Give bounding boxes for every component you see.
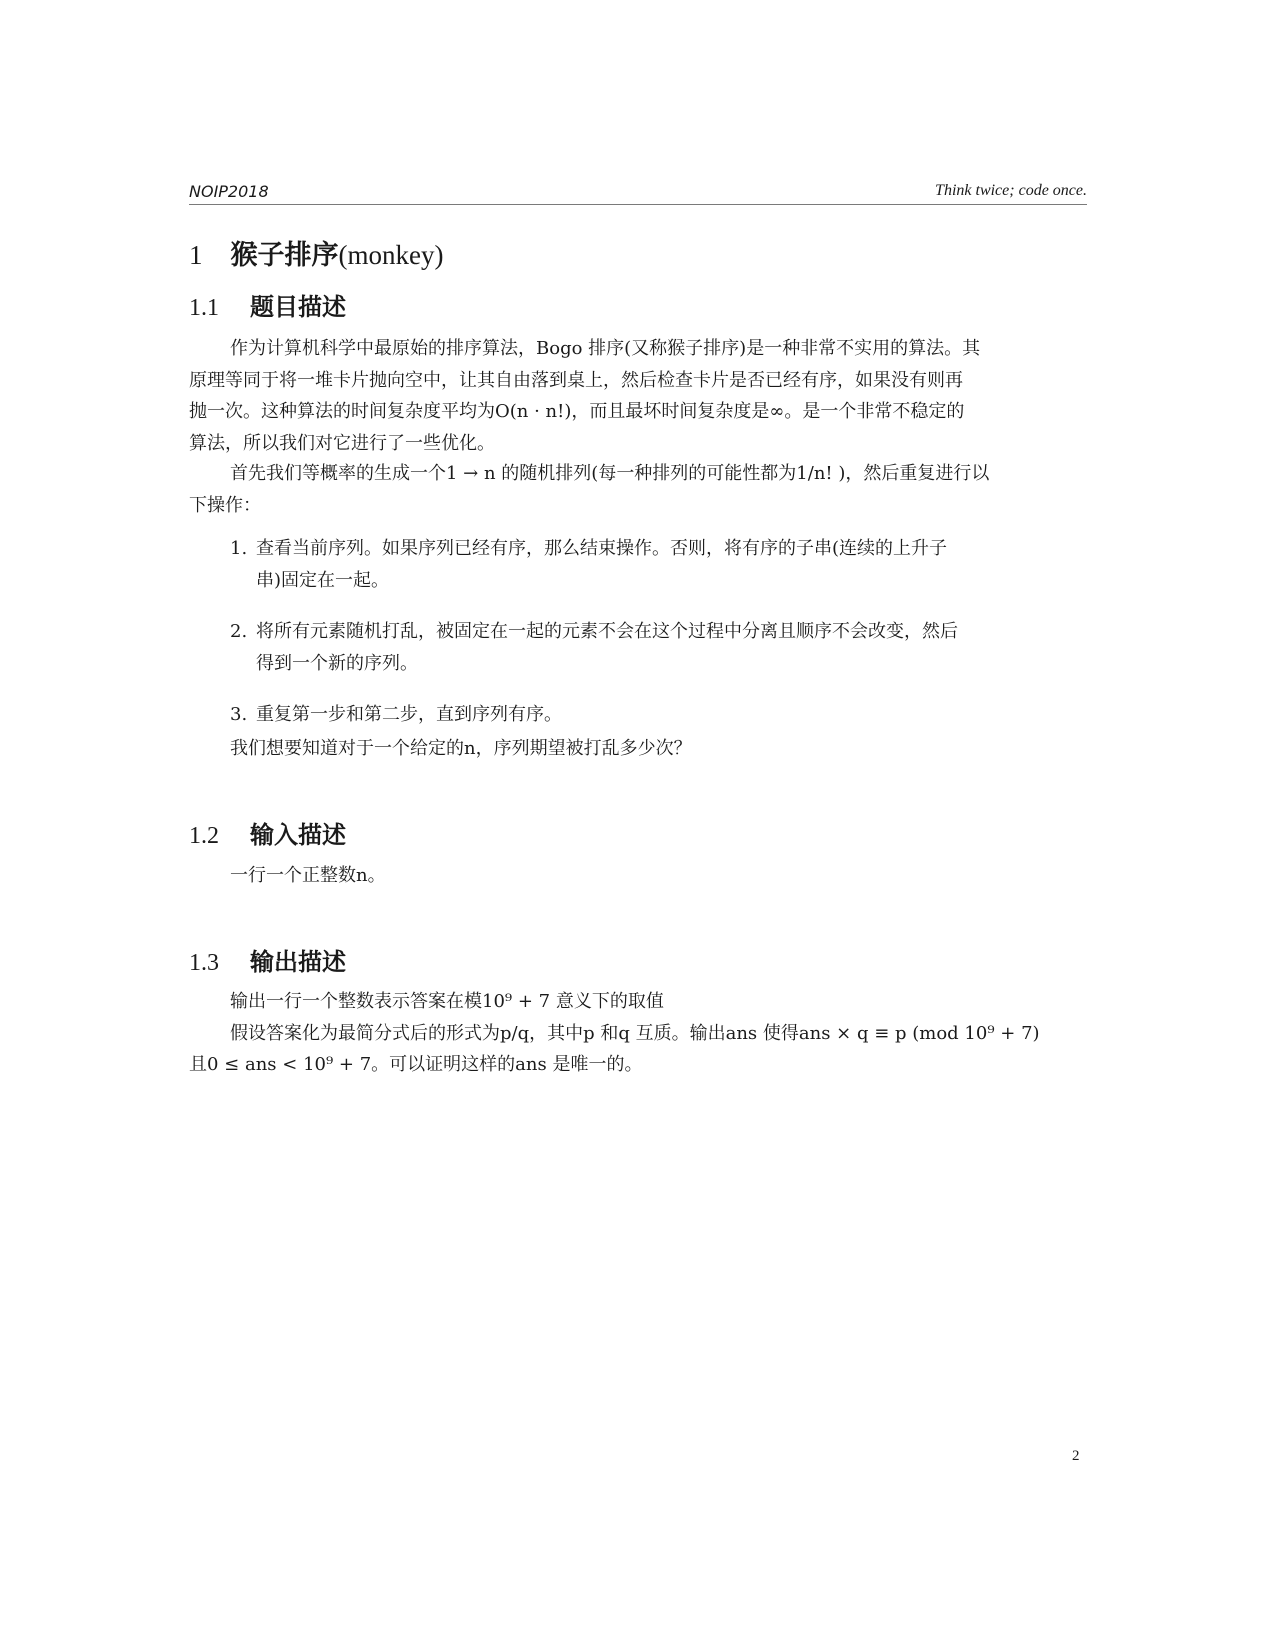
subsection-output-heading (189, 942, 346, 977)
section-title (189, 233, 443, 272)
subsection-title: 输出描述 (250, 948, 346, 976)
subsection-title: 题目描述 (250, 293, 346, 321)
list-item (230, 616, 1087, 679)
paragraph-line: 假设答案化为最简分式后的形式为p/q，其中p 和q 互质。输出ans 使得ans × q ≡ p (mod 10⁹ + 7) (230, 1022, 1040, 1044)
list-marker: 2. (230, 621, 248, 642)
output-paragraph (189, 986, 1087, 1081)
subsection-number: 1.1 (189, 295, 219, 321)
section-title-cjk: 猴子排序 (230, 240, 339, 271)
paragraph-line: 我们想要知道对于一个给定的n，序列期望被打乱多少次？ (230, 738, 692, 759)
list-item-line: 查看当前序列。如果序列已经有序，那么结束操作。否则，将有序的子串(连续的上升子 (256, 538, 948, 559)
header-contest-name: NOIP2018 (189, 182, 269, 201)
question-paragraph (230, 733, 1087, 765)
description-paragraph-2 (189, 458, 1087, 521)
description-paragraph-1 (189, 333, 1087, 459)
paragraph-line: 算法，所以我们对它进行了一些优化。 (189, 432, 495, 454)
list-marker: 3. (230, 704, 248, 725)
list-marker: 1. (230, 538, 248, 559)
subsection-input-heading (189, 815, 346, 850)
paragraph-line: 抛一次。这种算法的时间复杂度平均为O(n · n!)，而且最坏时间复杂度是∞。是一个非常不稳定的 (189, 401, 965, 422)
list-item (230, 533, 1087, 596)
list-item (230, 699, 1087, 731)
header-motto: Think twice; code once. (935, 182, 1087, 199)
section-number: 1 (189, 240, 203, 270)
paragraph-line: 首先我们等概率的生成一个1 → n 的随机排列(每一种排列的可能性都为1/n! )，然后重复进行以 (230, 463, 990, 484)
subsection-number: 1.3 (189, 950, 219, 976)
list-item-line: 得到一个新的序列。 (256, 652, 418, 674)
section-title-latin: (monkey) (338, 240, 444, 270)
subsection-description-heading (189, 287, 346, 322)
paragraph-line: 原理等同于将一堆卡片抛向空中，让其自由落到桌上，然后检查卡片是否已经有序，如果没有则再 (189, 369, 963, 391)
subsection-title: 输入描述 (250, 821, 346, 849)
list-item-line: 串)固定在一起。 (256, 569, 390, 591)
paragraph-line: 一行一个正整数n。 (230, 865, 386, 886)
list-item-line: 重复第一步和第二步，直到序列有序。 (256, 704, 562, 725)
paragraph-line: 且0 ≤ ans < 10⁹ + 7。可以证明这样的ans 是唯一的。 (189, 1054, 643, 1075)
list-item-line: 将所有元素随机打乱，被固定在一起的元素不会在这个过程中分离且顺序不会改变，然后 (256, 621, 958, 642)
input-paragraph (230, 860, 1087, 892)
running-header (189, 182, 1087, 205)
paragraph-line: 作为计算机科学中最原始的排序算法，Bogo 排序(又称猴子排序)是一种非常不实用的算法。其 (230, 338, 981, 359)
paragraph-line: 下操作： (189, 494, 261, 516)
operation-steps-list (230, 533, 1087, 751)
subsection-number: 1.2 (189, 823, 219, 849)
paragraph-line: 输出一行一个整数表示答案在模10⁹ + 7 意义下的取值 (230, 991, 664, 1012)
page-number: 2 (1072, 1448, 1080, 1464)
